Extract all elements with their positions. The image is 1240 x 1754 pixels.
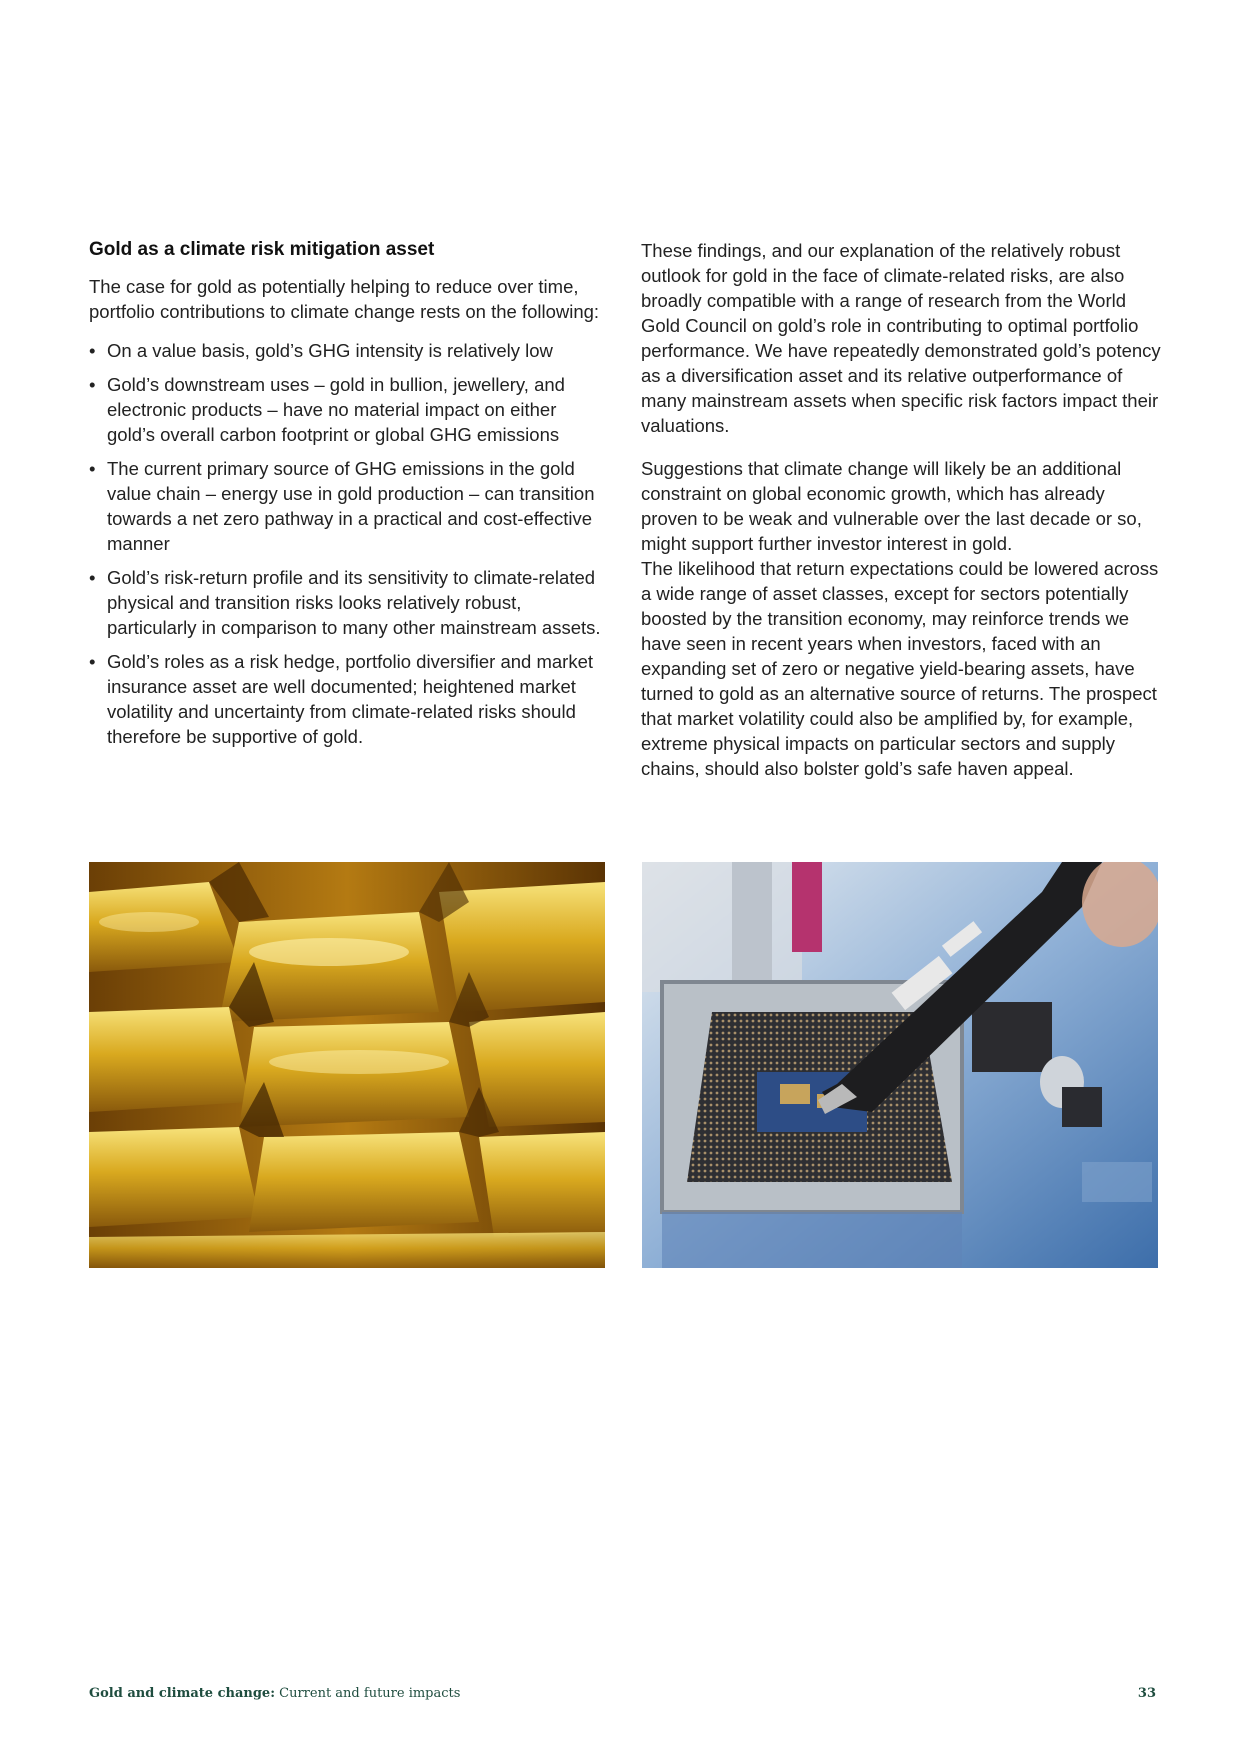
- intro-paragraph: The case for gold as potentially helping to reduce over time, portfolio contributions to climate change rests on the following:: [89, 276, 600, 322]
- circuit-board-photo: [642, 862, 1158, 1268]
- page-number: 33: [1137, 1686, 1156, 1701]
- body-paragraph: The likelihood that return expectations could be lowered across a wide range of asset classes, except for sectors potentially boosted by the transition economy, may reinforce trends we have seen in recent years when investors, faced with an expanding set of zero or negative yield-bearing assets, have turned to gold as an alternative source of returns. The prospect that market volatility could also be amplified by, for example, extreme physical impacts on particular sectors and supply chains, should also bolster gold’s safe haven appeal.: [641, 558, 1159, 779]
- body-paragraph: Suggestions that climate change will likely be an additional constraint on global economic growth, which has already proven to be weak and vulnerable over the last decade or so, might support further investor interest in gold.: [641, 458, 1142, 554]
- list-item: • On a value basis, gold’s GHG intensity is relatively low: [89, 340, 553, 361]
- section-heading: Gold as a climate risk mitigation asset: [89, 239, 435, 260]
- list-item: • Gold’s downstream uses – gold in bullion, jewellery, and electronic products – have no material impact on either gold’s overall carbon footprint or global GHG emissions: [89, 374, 565, 445]
- left-column: [89, 238, 607, 758]
- list-item: • Gold’s risk-return profile and its sensitivity to climate-related physical and transition risks looks relatively robust, particularly in comparison to many other mainstream assets.: [89, 567, 601, 638]
- list-item: • The current primary source of GHG emissions in the gold value chain – energy use in gold production – can transition towards a net zero pathway in a practical and cost-effective manner: [89, 458, 595, 554]
- right-column: [641, 238, 1161, 781]
- gold-bars-photo: [89, 862, 605, 1268]
- footer-title: Gold and climate change: Current and future impacts: [89, 1686, 461, 1701]
- body-paragraph: These findings, and our explanation of the relatively robust outlook for gold in the face of climate-related risks, are also broadly compatible with a range of research from the World Gold Council on gold’s role in contributing to optimal portfolio performance. We have repeatedly demonstrated gold’s potency as a diversification asset and its relative outperformance of many mainstream assets when specific risk factors impact their valuations.: [641, 240, 1161, 436]
- list-item: • Gold’s roles as a risk hedge, portfolio diversifier and market insurance asset are well documented; heightened market volatility and uncertainty from climate-related risks should therefore be supportive of gold.: [89, 651, 594, 747]
- bullet-list: [89, 338, 607, 749]
- page-footer: [89, 1686, 1156, 1706]
